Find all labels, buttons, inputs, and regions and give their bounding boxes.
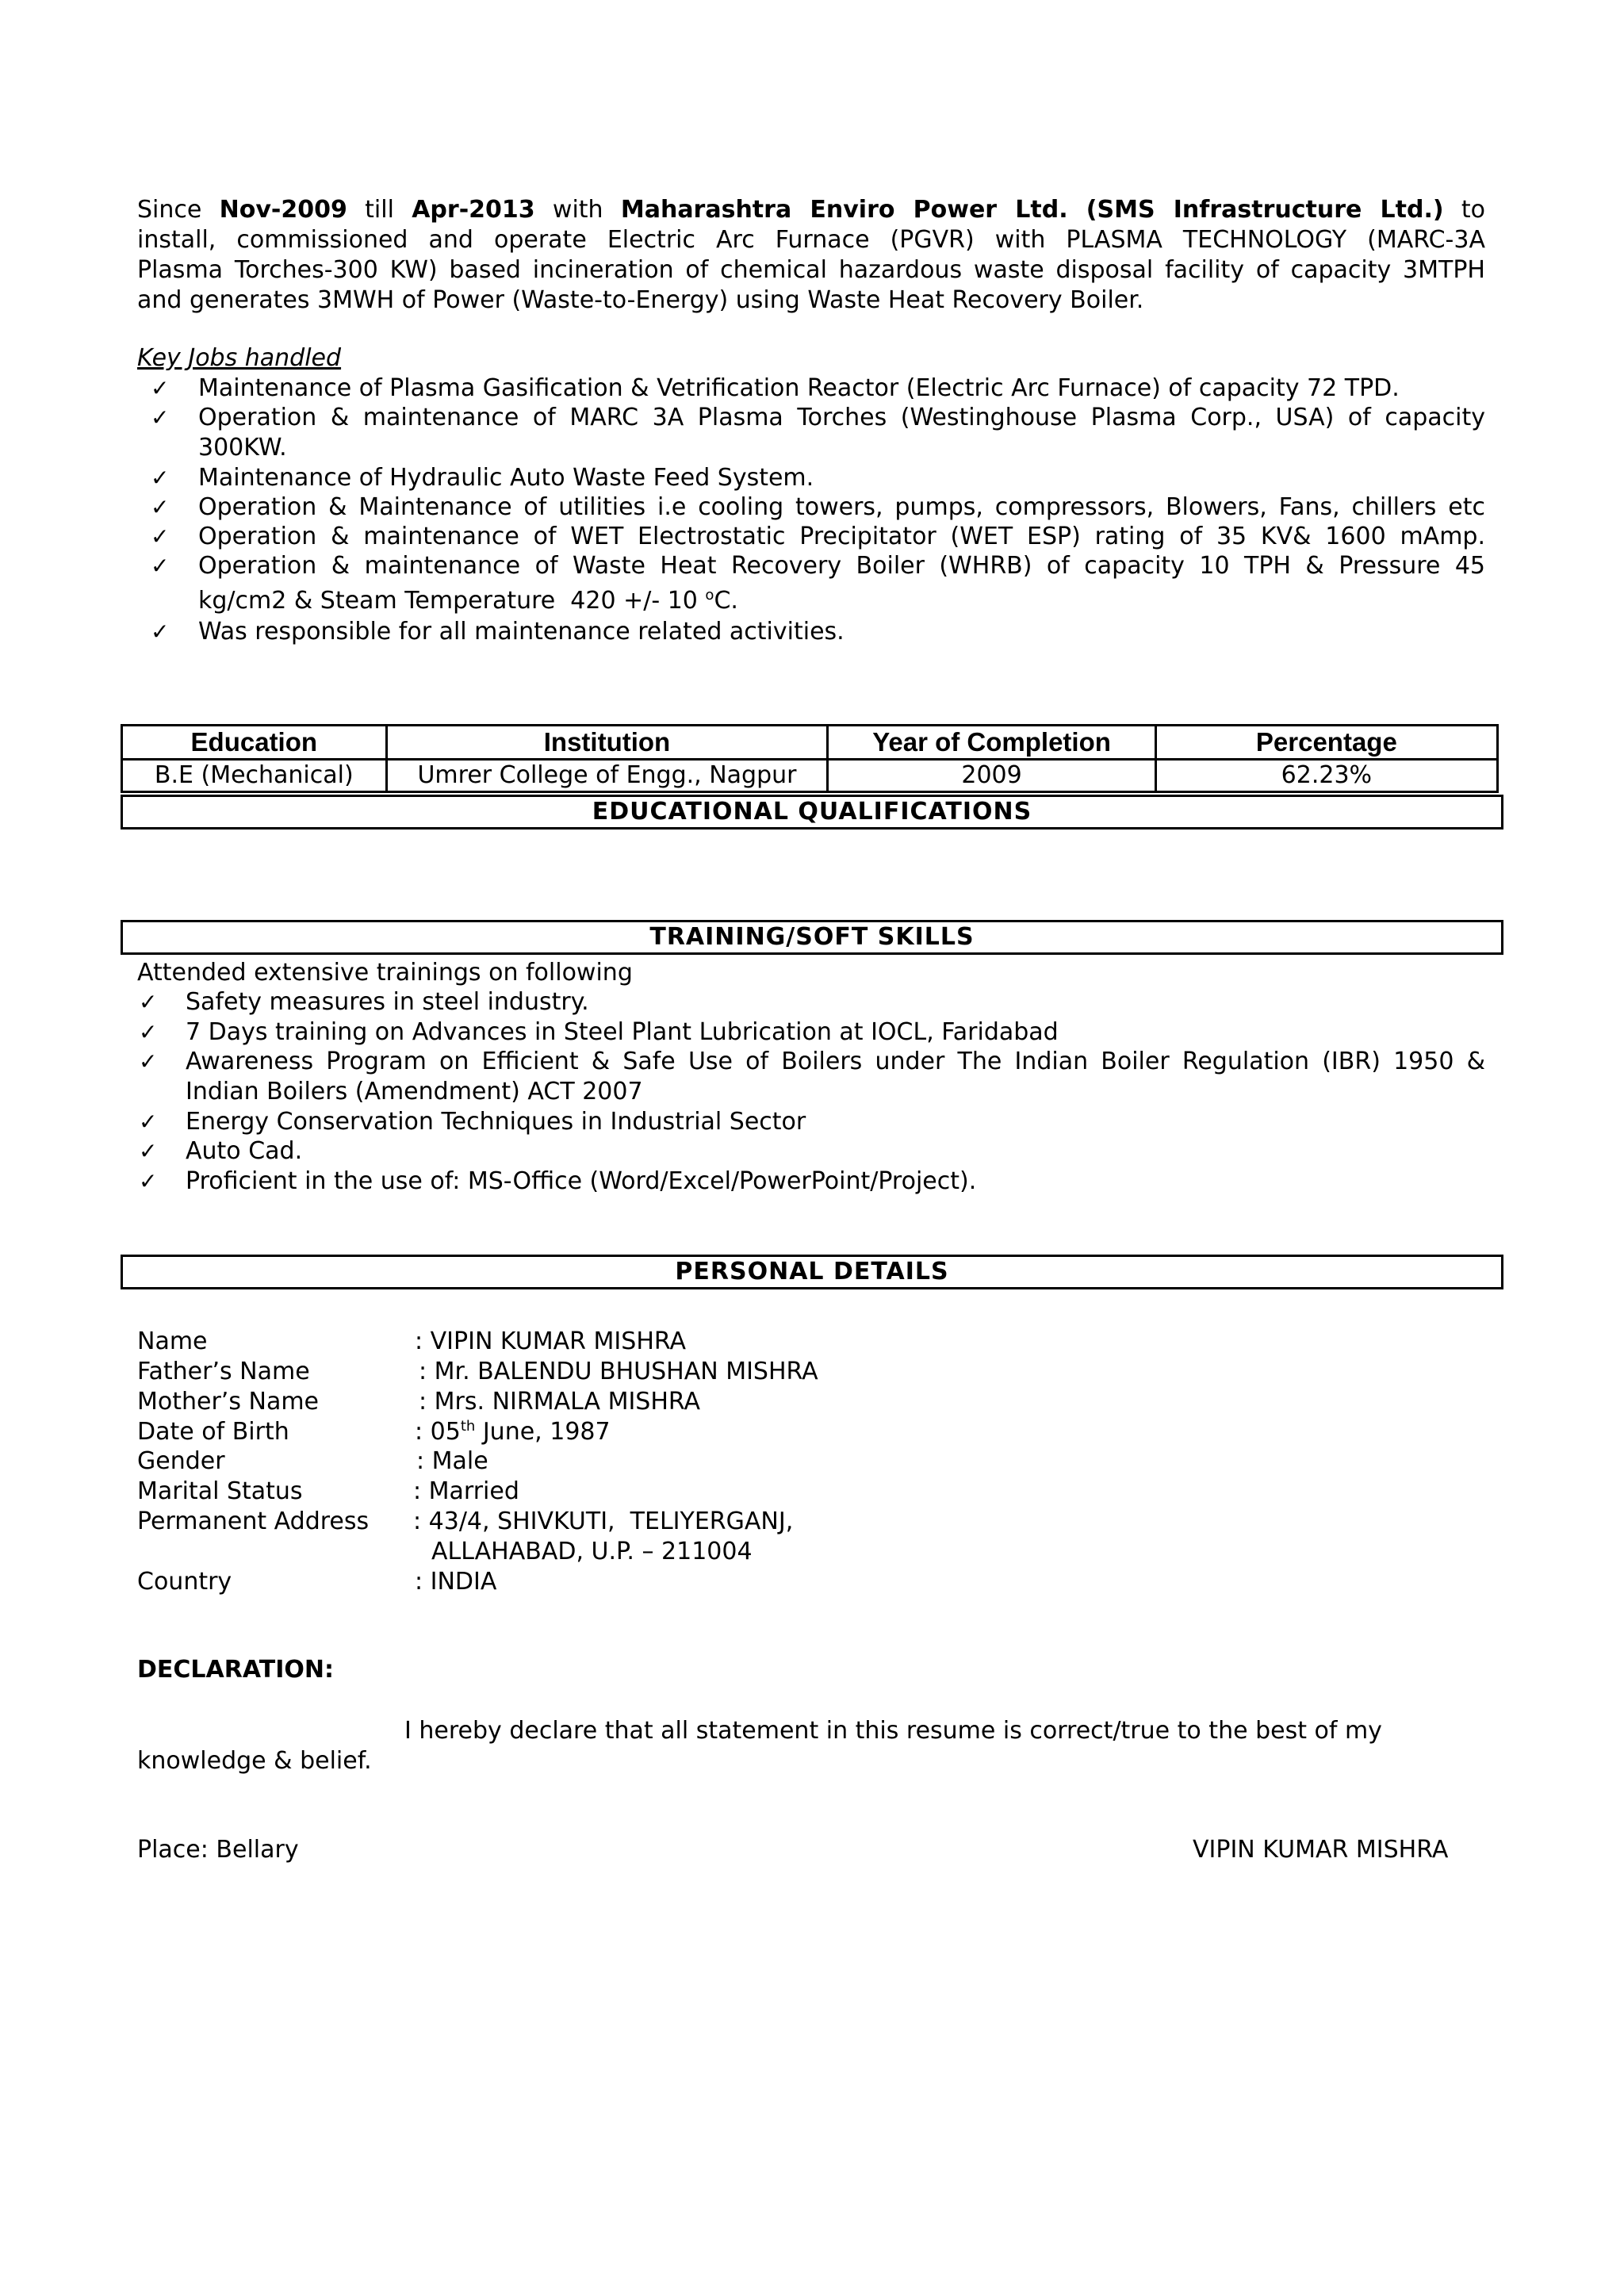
check-icon: ✓ [151, 404, 170, 431]
training-intro: Attended extensive trainings on following [137, 959, 633, 987]
education-table [121, 724, 1499, 793]
name-value: : VIPIN KUMAR MISHRA [415, 1328, 687, 1355]
check-icon: ✓ [139, 1168, 158, 1194]
signature-name: VIPIN KUMAR MISHRA [1193, 1836, 1449, 1864]
education-caption: EDUCATIONAL QUALIFICATIONS [121, 795, 1503, 829]
marital-status-label: Marital Status [137, 1477, 303, 1505]
check-icon: ✓ [139, 1019, 158, 1045]
training-item: Awareness Program on Efficient & Safe Use of Boilers under The Indian Boiler Regulation (IBR) 1950 & [186, 1048, 1485, 1075]
text-to: to [1461, 196, 1485, 224]
date-from: Nov-2009 [219, 196, 347, 224]
job-item: Maintenance of Hydraulic Auto Waste Feed System. [198, 464, 814, 492]
mother-name-label: Mother’s Name [137, 1388, 320, 1416]
training-heading: TRAINING/SOFT SKILLS [121, 920, 1503, 955]
country-label: Country [137, 1568, 232, 1596]
declaration-text-line-2: knowledge & belief. [137, 1747, 372, 1775]
dob-label: Date of Birth [137, 1418, 289, 1446]
job-item-continued [198, 586, 738, 616]
address-value-line-1: : 43/4, SHIVKUTI, TELIYERGANJ, [413, 1508, 794, 1535]
place-text: Place: Bellary [137, 1836, 299, 1864]
gender-label: Gender [137, 1447, 225, 1475]
key-jobs-heading: Key Jobs handled [137, 344, 342, 372]
text-till: till [365, 196, 394, 224]
job-item: Operation & maintenance of Waste Heat Recovery Boiler (WHRB) of capacity 10 TPH & Pressure 45 [198, 552, 1485, 580]
personal-details-heading: PERSONAL DETAILS [121, 1255, 1503, 1289]
cell-year: 2009 [828, 760, 1155, 792]
check-icon: ✓ [151, 553, 170, 579]
training-item: Energy Conservation Techniques in Industrial Sector [186, 1108, 806, 1136]
experience-line-2: install, commissioned and operate Electric Arc Furnace (PGVR) with PLASMA TECHNOLOGY (MARC-3A [137, 226, 1485, 254]
training-item: Safety measures in steel industry. [186, 988, 589, 1016]
cell-degree: B.E (Mechanical) [122, 760, 387, 792]
check-icon: ✓ [151, 523, 170, 550]
header-year: Year of Completion [828, 726, 1155, 760]
training-item: Auto Cad. [186, 1137, 303, 1165]
text-with: with [552, 196, 603, 224]
training-item: Proficient in the use of: MS-Office (Word/Excel/PowerPoint/Project). [186, 1167, 977, 1195]
header-education: Education [122, 726, 387, 760]
header-percentage: Percentage [1155, 726, 1497, 760]
father-name-value: : Mr. BALENDU BHUSHAN MISHRA [419, 1358, 818, 1385]
training-item-continued: Indian Boilers (Amendment) ACT 2007 [186, 1078, 643, 1105]
steam-temp-text: kg/cm2 & Steam Temperature 420 +/- 10 [198, 587, 706, 615]
header-institution: Institution [386, 726, 828, 760]
text-since: Since [137, 196, 202, 224]
check-icon: ✓ [139, 1109, 158, 1135]
mother-name-value: : Mrs. NIRMALA MISHRA [419, 1388, 701, 1416]
unit-c: C. [714, 587, 738, 615]
country-value: : INDIA [415, 1568, 497, 1596]
declaration-heading: DECLARATION: [137, 1656, 334, 1684]
table-header-row [122, 726, 1498, 760]
father-name-label: Father’s Name [137, 1358, 310, 1385]
dob-value [415, 1417, 611, 1447]
job-item: Operation & maintenance of MARC 3A Plasma Torches (Westinghouse Plasma Corp., USA) of capacity [198, 404, 1485, 431]
marital-status-value: : Married [413, 1477, 519, 1505]
cell-percentage: 62.23% [1155, 760, 1497, 792]
date-to: Apr-2013 [412, 196, 535, 224]
cell-institution: Umrer College of Engg., Nagpur [386, 760, 828, 792]
check-icon: ✓ [151, 619, 170, 645]
check-icon: ✓ [139, 1138, 158, 1164]
table-row [122, 760, 1498, 792]
experience-line-1 [137, 195, 1485, 225]
dob-day: : 05 [415, 1418, 461, 1446]
check-icon: ✓ [139, 1048, 158, 1075]
training-item: 7 Days training on Advances in Steel Plant Lubrication at IOCL, Faridabad [186, 1018, 1059, 1046]
company-name: Maharashtra Enviro Power Ltd. (SMS Infrastructure Ltd.) [620, 196, 1444, 224]
name-label: Name [137, 1328, 208, 1355]
address-value-line-2: ALLAHABAD, U.P. – 211004 [431, 1538, 753, 1565]
check-icon: ✓ [151, 494, 170, 520]
job-item: Maintenance of Plasma Gasification & Vetrification Reactor (Electric Arc Furnace) of capacity 72 TPD. [198, 374, 1400, 402]
declaration-text-line-1: I hereby declare that all statement in this resume is correct/true to the best of my [404, 1717, 1382, 1745]
job-item: Was responsible for all maintenance related activities. [198, 618, 845, 646]
dob-month-year: June, 1987 [475, 1418, 611, 1446]
check-icon: ✓ [139, 989, 158, 1015]
degree-mark: o [705, 587, 714, 603]
gender-value: : Male [416, 1447, 488, 1475]
job-item: Operation & Maintenance of utilities i.e cooling towers, pumps, compressors, Blowers, Fans, chillers etc [198, 493, 1485, 521]
job-item-continued: 300KW. [198, 434, 287, 462]
check-icon: ✓ [151, 375, 170, 401]
address-label: Permanent Address [137, 1508, 370, 1535]
experience-line-3: Plasma Torches-300 KW) based incineration of chemical hazardous waste disposal facility of capacity 3MTPH [137, 256, 1485, 284]
check-icon: ✓ [151, 465, 170, 491]
dob-suffix: th [460, 1418, 476, 1435]
job-item: Operation & maintenance of WET Electrostatic Precipitator (WET ESP) rating of 35 KV& 1600 mAmp. [198, 523, 1485, 550]
experience-line-4: and generates 3MWH of Power (Waste-to-Energy) using Waste Heat Recovery Boiler. [137, 286, 1144, 314]
